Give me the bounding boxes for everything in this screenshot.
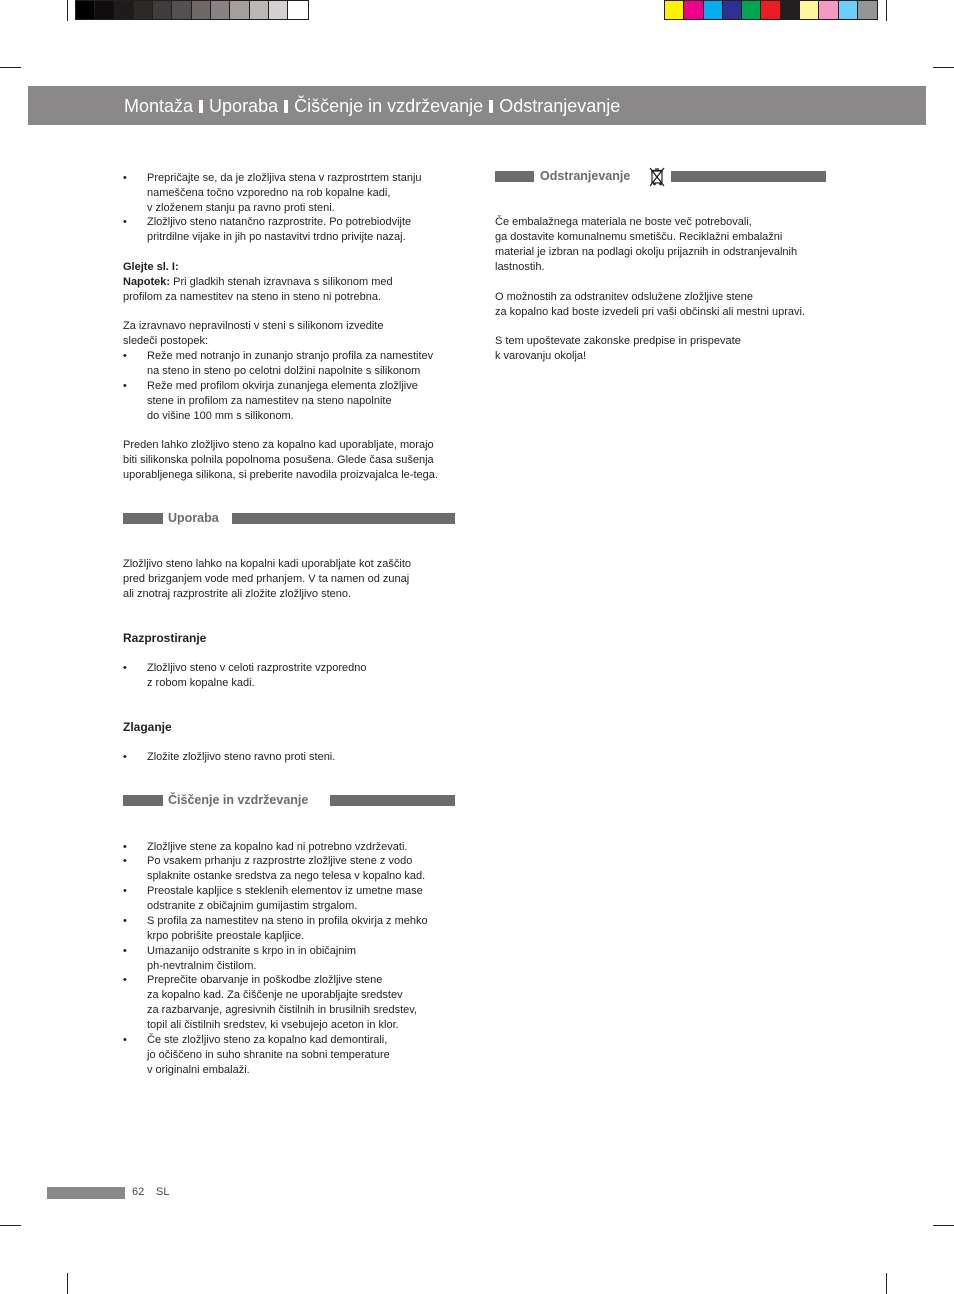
bullet-text: Če ste zložljivo steno za kopalno kad demontirali, (147, 1034, 388, 1046)
section-heading-ciscenje (123, 795, 455, 807)
title-part-odstranjevanje: Odstranjevanje (499, 96, 621, 116)
title-separator (489, 100, 493, 113)
crop-mark (67, 0, 68, 21)
bullet-text: do višine 100 mm s silikonom. (147, 410, 294, 422)
calibration-swatch (250, 1, 269, 19)
bullet-dot: • (123, 915, 127, 927)
paragraph-line: pred brizganjem vode med prhanjem. V ta namen od zunaj (123, 573, 410, 585)
bullet-text: Preostale kapljice s steklenih elementov iz umetne mase (147, 885, 423, 897)
subheading-zlaganje: Zlaganje (123, 720, 172, 734)
bullet-text: krpo pobrišite preostale kapljice. (147, 930, 305, 942)
title-part-montaza: Montaža (124, 96, 194, 116)
calibration-swatch (800, 1, 819, 19)
bullet-dot: • (123, 662, 127, 674)
bullet-dot: • (123, 841, 127, 853)
calibration-swatch (704, 1, 723, 19)
bullet-dot: • (123, 945, 127, 957)
bullet-text: S profila za namestitev na steno in profila okvirja z mehko (147, 915, 428, 927)
paragraph-line: Za izravnavo nepravilnosti v steni s silikonom izvedite (123, 320, 384, 332)
section-heading-uporaba (123, 513, 455, 525)
crossed-out-wheelie-bin-icon (649, 167, 665, 187)
calibration-swatch (76, 1, 95, 19)
heading-bar (671, 171, 826, 182)
page-title (124, 95, 620, 117)
bullet-dot: • (123, 855, 127, 867)
bullet-text: Po vsakem prhanju z razprostrte zložljive stene z vodo (147, 855, 413, 867)
bullet-text: v zloženem stanju pa ravno proti steni. (147, 202, 335, 214)
calibration-swatch (95, 1, 114, 19)
bullet-dot: • (123, 350, 127, 362)
subheading-razprostiranje: Razprostiranje (123, 631, 207, 645)
bullet-dot: • (123, 751, 127, 763)
bullet-dot: • (123, 885, 127, 897)
calibration-swatch (288, 1, 307, 19)
paragraph-line: Zložljivo steno lahko na kopalni kadi uporabljate kot zaščito (123, 558, 411, 570)
bullet-dot: • (123, 974, 127, 986)
paragraph-line: biti silikonska polnila popolnoma posušena. Glede časa sušenja (123, 454, 434, 466)
calibration-swatch (819, 1, 838, 19)
color-calibration-strip (664, 0, 878, 20)
paragraph-line: za kopalno kad boste izvedeli pri vaši občinski ali mestni upravi. (495, 306, 805, 318)
heading-bar (232, 513, 455, 524)
calibration-swatch (781, 1, 800, 19)
paragraph-line: ga dostavite komunalnemu smetišču. Reciklažni embalažni (495, 231, 783, 243)
footer-bar (47, 1187, 125, 1199)
bullet-text: stene in profilom za namestitev na steno napolnite (147, 395, 392, 407)
title-part-ciscenje: Čiščenje in vzdrževanje (294, 96, 484, 116)
figure-reference: Glejte sl. I: (123, 261, 179, 273)
note-text: Pri gladkih stenah izravnava s silikonom med (170, 276, 393, 288)
heading-bar (495, 171, 534, 182)
heading-bar (330, 795, 455, 806)
note-label: Napotek: (123, 276, 171, 288)
language-code: SL (156, 1186, 170, 1198)
bullet-text: z robom kopalne kadi. (147, 677, 255, 689)
bullet-text: Umazanijo odstranite s krpo in in običajnim (147, 945, 357, 957)
calibration-swatch (134, 1, 153, 19)
crop-mark (0, 67, 21, 68)
section-heading-label: Čiščenje in vzdrževanje (168, 793, 309, 807)
bullet-text: na steno in steno po celotni dolžini napolnite s silikonom (147, 365, 421, 377)
heading-bar (123, 795, 163, 806)
calibration-swatch (269, 1, 288, 19)
paragraph-line: S tem upoštevate zakonske predpise in prispevate (495, 335, 741, 347)
bullet-text: v originalni embalaži. (147, 1064, 250, 1076)
bullet-dot: • (123, 216, 127, 228)
paragraph-line: O možnostih za odstranitev odslužene zložljive stene (495, 291, 754, 303)
calibration-swatch (665, 1, 684, 19)
calibration-swatch (192, 1, 211, 19)
crop-mark (933, 1225, 954, 1226)
paragraph-line: Če embalažnega materiala ne boste več potrebovali, (495, 216, 752, 228)
bullet-text: za kopalno kad. Za čiščenje ne uporabljajte sredstev (147, 989, 403, 1001)
bullet-text: pritrdilne vijake in jih po nastavitvi trdno privijte nazaj. (147, 231, 406, 243)
bullet-text: Zložljive stene za kopalno kad ni potrebno vzdrževati. (147, 841, 408, 853)
grayscale-calibration-strip (75, 0, 309, 20)
page-number: 62 (132, 1186, 145, 1198)
bullet-text: nameščena točno vzporedno na rob kopalne kadi, (147, 187, 391, 199)
note-line (123, 275, 393, 290)
calibration-swatch (230, 1, 249, 19)
bullet-text: jo očiščeno in suho shranite na sobni temperature (147, 1049, 390, 1061)
calibration-swatch (742, 1, 761, 19)
crop-mark (0, 1225, 21, 1226)
bullet-text: splaknite ostanke sredstva za nego telesa v kopalno kad. (147, 870, 426, 882)
paragraph-line: ali znotraj razprostrite ali zložite zložljivo steno. (123, 588, 352, 600)
calibration-swatch (684, 1, 703, 19)
bullet-text: Preprečite obarvanje in poškodbe zložljive stene (147, 974, 383, 986)
calibration-swatch (172, 1, 191, 19)
title-part-uporaba: Uporaba (209, 96, 279, 116)
bullet-text: odstranite z običajnim gumijastim strgalom. (147, 900, 358, 912)
calibration-swatch (858, 1, 877, 19)
title-separator (199, 100, 203, 113)
bullet-text: Zložljivo steno natančno razprostrite. Po potrebiodvijte (147, 216, 412, 228)
paragraph-line: lastnostih. (495, 261, 545, 273)
bullet-text: Reže med notranjo in zunanjo stranjo profila za namestitev (147, 350, 434, 362)
bullet-dot: • (123, 1034, 127, 1046)
crop-mark (886, 1273, 887, 1294)
paragraph-line: sledeči postopek: (123, 335, 208, 347)
bullet-text: Reže med profilom okvirja zunanjega elementa zložljive (147, 380, 418, 392)
bullet-dot: • (123, 380, 127, 392)
bullet-text: Zložite zložljivo steno ravno proti steni. (147, 751, 336, 763)
crop-mark (67, 1273, 68, 1294)
calibration-swatch (211, 1, 230, 19)
paragraph-line: material je izbran na podlagi okolju prijaznih in odstranjevalnih (495, 246, 798, 258)
header-band (28, 86, 926, 125)
crop-mark (933, 67, 954, 68)
bullet-text: Zložljivo steno v celoti razprostrite vzporedno (147, 662, 367, 674)
section-heading-odstranjevanje (495, 171, 826, 183)
paragraph-line: Preden lahko zložljivo steno za kopalno kad uporabljate, morajo (123, 439, 434, 451)
crop-mark (886, 0, 887, 21)
calibration-swatch (115, 1, 134, 19)
bullet-dot: • (123, 172, 127, 184)
paragraph-line: k varovanju okolja! (495, 350, 587, 362)
bullet-text: Prepričajte se, da je zložljiva stena v razprostrtem stanju (147, 172, 422, 184)
calibration-swatch (153, 1, 172, 19)
section-heading-label: Uporaba (168, 511, 219, 525)
calibration-swatch (761, 1, 780, 19)
bullet-text: ph-nevtralnim čistilom. (147, 960, 257, 972)
title-separator (284, 100, 288, 113)
paragraph-line: uporabljenega silikona, si preberite navodila proizvajalca le-tega. (123, 469, 438, 481)
calibration-swatch (723, 1, 742, 19)
calibration-swatch (839, 1, 858, 19)
bullet-text: za razbarvanje, agresivnih čistilnih in brusilnih sredstev, (147, 1004, 418, 1016)
note-text: profilom za namestitev na steno in steno ni potrebna. (123, 291, 382, 303)
bullet-text: topil ali čistilnih sredstev, ki vsebujejo aceton in klor. (147, 1019, 399, 1031)
section-heading-label: Odstranjevanje (540, 169, 631, 183)
heading-bar (123, 513, 163, 524)
